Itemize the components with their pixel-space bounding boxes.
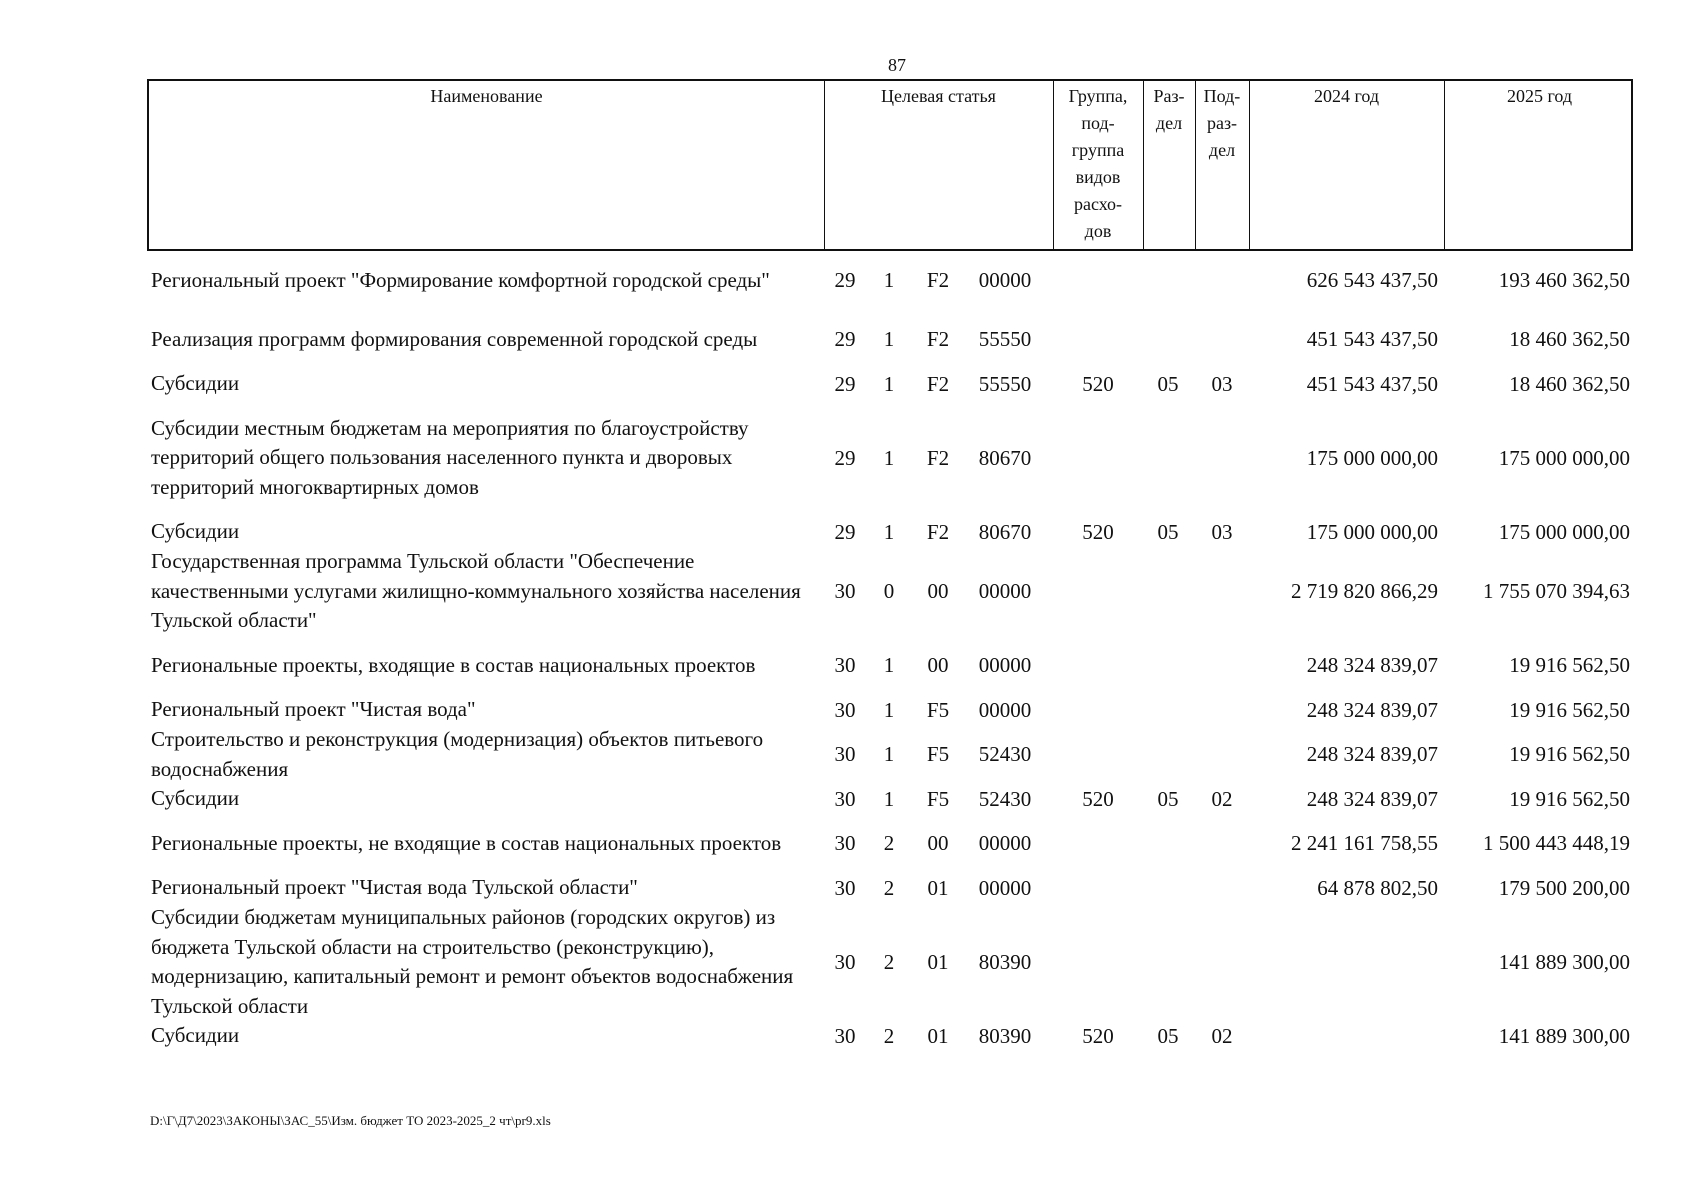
header-subsection: Под- раз- дел: [1203, 86, 1241, 160]
target-subprogram: 2: [883, 831, 895, 855]
target-event: 01: [927, 1023, 949, 1048]
group-code: [1058, 873, 1138, 903]
amount-2024: 248 324 839,07: [1306, 786, 1438, 811]
section-code: 05: [1157, 1023, 1179, 1048]
subsection-code: 02: [1211, 786, 1233, 811]
target-subprogram: 1: [883, 697, 895, 722]
table-row: [0, 903, 1696, 1021]
target-event: 00: [927, 653, 949, 677]
target-event: F5: [926, 742, 950, 766]
header-2024: 2024 год: [1313, 86, 1380, 106]
target-event: 01: [927, 875, 949, 900]
target-event: 00: [927, 579, 949, 603]
target-program: 29: [834, 445, 856, 470]
row-name: Субсидии местным бюджетам на мероприятия по благоустройству территорий общего пользования населенного пункта и дворовых территорий многоквартирных домов: [151, 415, 749, 499]
subsection-code: [1195, 814, 1249, 873]
table-row: [0, 784, 1696, 814]
subsection-code: [1195, 695, 1249, 725]
row-name: Региональный проект "Чистая вода": [151, 697, 476, 722]
table-row: [0, 873, 1696, 903]
table-row: [0, 725, 1696, 784]
row-name: Субсидии бюджетам муниципальных районов (городских округов) из бюджета Тульской области на строительство (реконструкцию), модернизацию, капитальный ремонт и ремонт объектов водоснабжения Тульской области: [151, 905, 794, 1018]
subsection-code: [1195, 413, 1249, 503]
section-code: [1143, 725, 1193, 784]
header-group: Группа, под- группа видов расхо- дов: [1068, 86, 1128, 241]
subsection-code: 02: [1211, 1023, 1233, 1048]
amount-2025: 193 460 362,50: [1498, 268, 1630, 292]
row-name: Субсидии: [151, 1023, 240, 1048]
target-direction: 00000: [978, 579, 1032, 603]
target-subprogram: 1: [883, 742, 895, 766]
target-program: 30: [834, 786, 856, 811]
group-code: [1058, 725, 1138, 784]
subsection-code: 03: [1211, 519, 1233, 544]
subsection-code: [1195, 547, 1249, 636]
amount-2024: 451 543 437,50: [1306, 327, 1438, 351]
row-name: Государственная программа Тульской области "Обеспечение качественными услугами жилищно-коммунального хозяйства населения Тульской области": [151, 549, 801, 633]
amount-2024: 248 324 839,07: [1306, 697, 1438, 722]
target-event: F2: [926, 268, 950, 292]
amount-2025: 18 460 362,50: [1509, 327, 1630, 351]
amount-2025: 175 000 000,00: [1498, 445, 1630, 470]
target-direction: 52430: [978, 742, 1032, 766]
section-code: [1143, 636, 1193, 695]
section-code: 05: [1157, 371, 1179, 396]
target-subprogram: 1: [883, 327, 895, 351]
target-event: F5: [926, 786, 950, 811]
amount-2024: 64 878 802,50: [1317, 875, 1438, 900]
target-program: 29: [834, 268, 856, 292]
subsection-code: [1195, 725, 1249, 784]
target-event: F2: [926, 371, 950, 396]
amount-2024: 175 000 000,00: [1306, 519, 1438, 544]
target-subprogram: 2: [883, 949, 895, 974]
target-program: 30: [834, 1023, 856, 1048]
amount-2024: 175 000 000,00: [1306, 445, 1438, 470]
amount-2025: 19 916 562,50: [1509, 697, 1630, 722]
amount-2025: 175 000 000,00: [1498, 519, 1630, 544]
target-program: 30: [834, 579, 856, 603]
amount-2025: 179 500 200,00: [1498, 875, 1630, 900]
table-row: [0, 369, 1696, 399]
table-row: [0, 1021, 1696, 1051]
group-code: [1058, 413, 1138, 503]
section-code: [1143, 873, 1193, 903]
section-code: [1143, 695, 1193, 725]
subsection-code: 03: [1211, 371, 1233, 396]
row-name: Реализация программ формирования современной городской среды: [151, 326, 758, 351]
header-section: Раз- дел: [1153, 86, 1185, 133]
target-subprogram: 2: [883, 1023, 895, 1048]
group-code: 520: [1082, 519, 1114, 544]
target-subprogram: 0: [883, 579, 895, 603]
amount-2025: 1 500 443 448,19: [1483, 831, 1630, 855]
target-direction: 00000: [978, 697, 1032, 722]
target-direction: 55550: [978, 327, 1032, 351]
page-number: 87: [888, 55, 906, 75]
section-code: [1143, 903, 1193, 1021]
group-code: [1058, 547, 1138, 636]
file-path-footer: D:\Г\Д7\2023\ЗАКОНЫ\ЗАС_55\Изм. бюджет ТО 2023-2025_2 чт\pr9.xls: [150, 1113, 551, 1128]
group-code: [1058, 903, 1138, 1021]
target-direction: 80670: [978, 519, 1032, 544]
section-code: [1143, 547, 1193, 636]
section-code: [1143, 310, 1193, 369]
amount-2025: 19 916 562,50: [1509, 742, 1630, 766]
subsection-code: [1195, 310, 1249, 369]
target-subprogram: 1: [883, 268, 895, 292]
target-direction: 80390: [978, 1023, 1032, 1048]
amount-2024: 626 543 437,50: [1306, 268, 1438, 292]
target-subprogram: 1: [883, 786, 895, 811]
header-target: Целевая статья: [881, 86, 996, 106]
group-code: 520: [1082, 371, 1114, 396]
table-row: [0, 636, 1696, 695]
group-code: 520: [1082, 1023, 1114, 1048]
group-code: [1058, 636, 1138, 695]
target-program: 30: [834, 697, 856, 722]
target-program: 29: [834, 371, 856, 396]
table-row: [0, 517, 1696, 547]
amount-2025: 19 916 562,50: [1509, 786, 1630, 811]
amount-2024: [1250, 903, 1438, 1021]
target-program: 30: [834, 875, 856, 900]
amount-2024: 248 324 839,07: [1306, 742, 1438, 766]
target-direction: 80670: [978, 445, 1032, 470]
amount-2024: 2 241 161 758,55: [1291, 831, 1438, 855]
amount-2025: 18 460 362,50: [1509, 371, 1630, 396]
table-row: [0, 251, 1696, 310]
target-direction: 00000: [978, 268, 1032, 292]
row-name: Региональный проект "Чистая вода Тульской области": [151, 875, 638, 900]
amount-2025: 19 916 562,50: [1509, 653, 1630, 677]
target-direction: 55550: [978, 371, 1032, 396]
target-program: 30: [834, 653, 856, 677]
row-name: Региональные проекты, не входящие в состав национальных проектов: [151, 830, 782, 855]
target-event: F2: [926, 519, 950, 544]
target-subprogram: 2: [883, 875, 895, 900]
group-code: [1058, 251, 1138, 310]
target-subprogram: 1: [883, 519, 895, 544]
table-row: [0, 413, 1696, 503]
target-subprogram: 1: [883, 371, 895, 396]
target-program: 30: [834, 742, 856, 766]
amount-2024: 248 324 839,07: [1306, 653, 1438, 677]
table-row: [0, 814, 1696, 873]
subsection-code: [1195, 636, 1249, 695]
target-direction: 80390: [978, 949, 1032, 974]
target-direction: 00000: [978, 875, 1032, 900]
group-code: [1058, 814, 1138, 873]
amount-2025: 141 889 300,00: [1498, 1023, 1630, 1048]
target-program: 29: [834, 519, 856, 544]
row-name: Субсидии: [151, 519, 240, 544]
amount-2024: 2 719 820 866,29: [1291, 579, 1438, 603]
amount-2024: 451 543 437,50: [1306, 371, 1438, 396]
section-code: [1143, 413, 1193, 503]
target-subprogram: 1: [883, 445, 895, 470]
subsection-code: [1195, 903, 1249, 1021]
table-row: [0, 547, 1696, 636]
section-code: 05: [1157, 519, 1179, 544]
target-program: 29: [834, 327, 856, 351]
group-code: [1058, 310, 1138, 369]
section-code: [1143, 814, 1193, 873]
target-event: F2: [926, 327, 950, 351]
group-code: [1058, 695, 1138, 725]
target-event: 01: [927, 949, 949, 974]
table-row: [0, 310, 1696, 369]
header-name: Наименование: [430, 86, 543, 106]
amount-2025: 1 755 070 394,63: [1483, 579, 1630, 603]
target-subprogram: 1: [883, 653, 895, 677]
header-2025: 2025 год: [1506, 86, 1573, 106]
subsection-code: [1195, 873, 1249, 903]
table-row: [0, 695, 1696, 725]
target-event: 00: [927, 831, 949, 855]
row-name: Субсидии: [151, 371, 240, 396]
section-code: 05: [1157, 786, 1179, 811]
amount-2024: [1250, 1021, 1438, 1051]
row-name: Строительство и реконструкция (модернизация) объектов питьевого водоснабжения: [151, 727, 764, 781]
target-direction: 52430: [978, 786, 1032, 811]
subsection-code: [1195, 251, 1249, 310]
amount-2025: 141 889 300,00: [1498, 949, 1630, 974]
target-direction: 00000: [978, 653, 1032, 677]
section-code: [1143, 251, 1193, 310]
row-name: Региональный проект "Формирование комфортной городской среды": [151, 267, 770, 292]
target-event: F2: [926, 445, 950, 470]
group-code: 520: [1082, 786, 1114, 811]
target-program: 30: [834, 831, 856, 855]
target-event: F5: [926, 697, 950, 722]
row-name: Региональные проекты, входящие в состав национальных проектов: [151, 652, 756, 677]
row-name: Субсидии: [151, 786, 240, 811]
target-program: 30: [834, 949, 856, 974]
target-direction: 00000: [978, 831, 1032, 855]
